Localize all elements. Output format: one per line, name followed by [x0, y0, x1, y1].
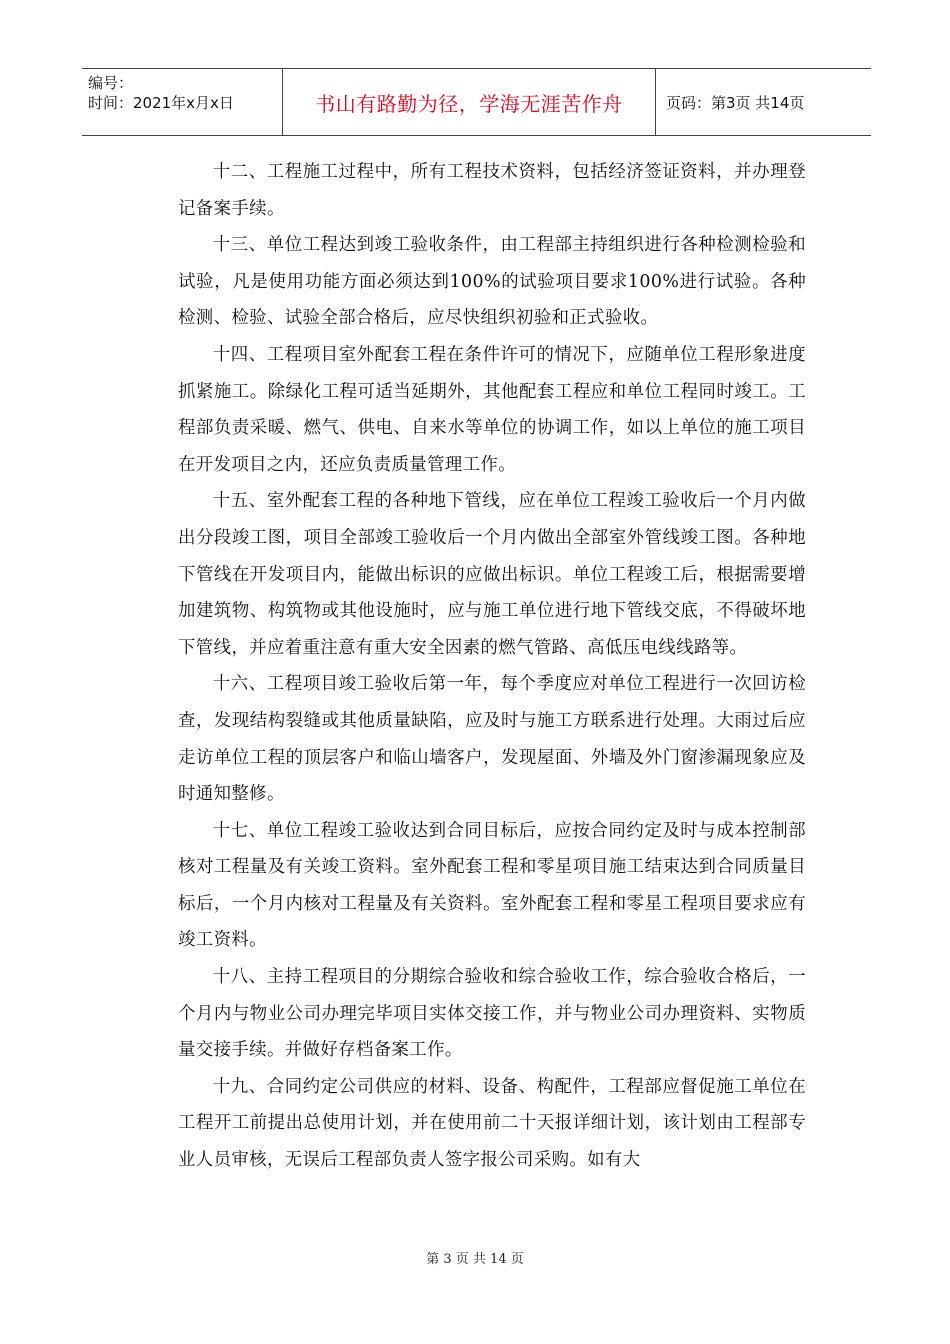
paragraph-14: 十四、工程项目室外配套工程在条件许可的情况下，应随单位工程形象进度抓紧施工。除绿化工程可适当延期外，其他配套工程应和单位工程同时竣工。工程部负责采暖、燃气、供电、自来水等单位的协调工作，如以上单位的施工项目在开发项目之内，还应负责质量管理工作。: [178, 344, 806, 475]
header-page-info: 页码：第3页 共14页: [666, 93, 805, 112]
paragraph-17: 十七、单位工程竣工验收达到合同目标后，应按合同约定及时与成本控制部核对工程量及有关竣工资料。室外配套工程和零星项目施工结束达到合同质量目标后，一个月内核对工程量及有关资料。室外配套工程和零星工程项目要求应有竣工资料。: [178, 820, 806, 951]
header-motto: 书山有路勤为径，学海无涯苦作舟: [283, 69, 656, 135]
paragraph-16: 十六、工程项目竣工验收后第一年，每个季度应对单位工程进行一次回访检查，发现结构裂缝或其他质量缺陷，应及时与施工方联系进行处理。大雨过后应走访单位工程的顶层客户和临山墙客户，发现屋面、外墙及外门窗渗漏现象应及时通知整修。: [178, 674, 806, 805]
paragraph-12: 十二、工程施工过程中，所有工程技术资料，包括经济签证资料，并办理登记备案手续。: [178, 162, 806, 219]
paragraph-15: 十五、室外配套工程的各种地下管线，应在单位工程竣工验收后一个月内做出分段竣工图，项目全部竣工验收后一个月内做出全部室外管线竣工图。各种地下管线在开发项目内，能做出标识的应做出标识。单位工程竣工后，根据需要增加建筑物、构筑物或其他设施时，应与施工单位进行地下管线交底，不得破坏地下管线，并应着重注意有重大安全因素的燃气管路、高低压电线线路等。: [178, 491, 806, 658]
time-label: 时间：2021年x月x日: [88, 94, 234, 112]
paragraph-13: 十三、单位工程达到竣工验收条件，由工程部主持组织进行各种检测检验和试验，凡是使用功能方面必须达到100%的试验项目要求100%进行试验。各种检测、检验、试验全部合格后，应尽快组织初验和正式验收。: [178, 235, 806, 329]
header-meta: [82, 69, 283, 135]
document-header: [82, 68, 871, 136]
document-body: [178, 154, 806, 1179]
number-label: 编号：: [88, 74, 134, 92]
paragraph-18: 十八、主持工程项目的分期综合验收和综合验收工作，综合验收合格后，一个月内与物业公司办理完毕项目实体交接工作，并与物业公司办理资料、实物质量交接手续。并做好存档备案工作。: [178, 967, 806, 1061]
paragraph-19: 十九、合同约定公司供应的材料、设备、构配件，工程部应督促施工单位在工程开工前提出总使用计划，并在使用前二十天报详细计划，该计划由工程部专业人员审核，无误后工程部负责人签字报公司采购。如有大: [178, 1076, 806, 1171]
page-footer: 第 3 页 共 14 页: [426, 1252, 524, 1267]
